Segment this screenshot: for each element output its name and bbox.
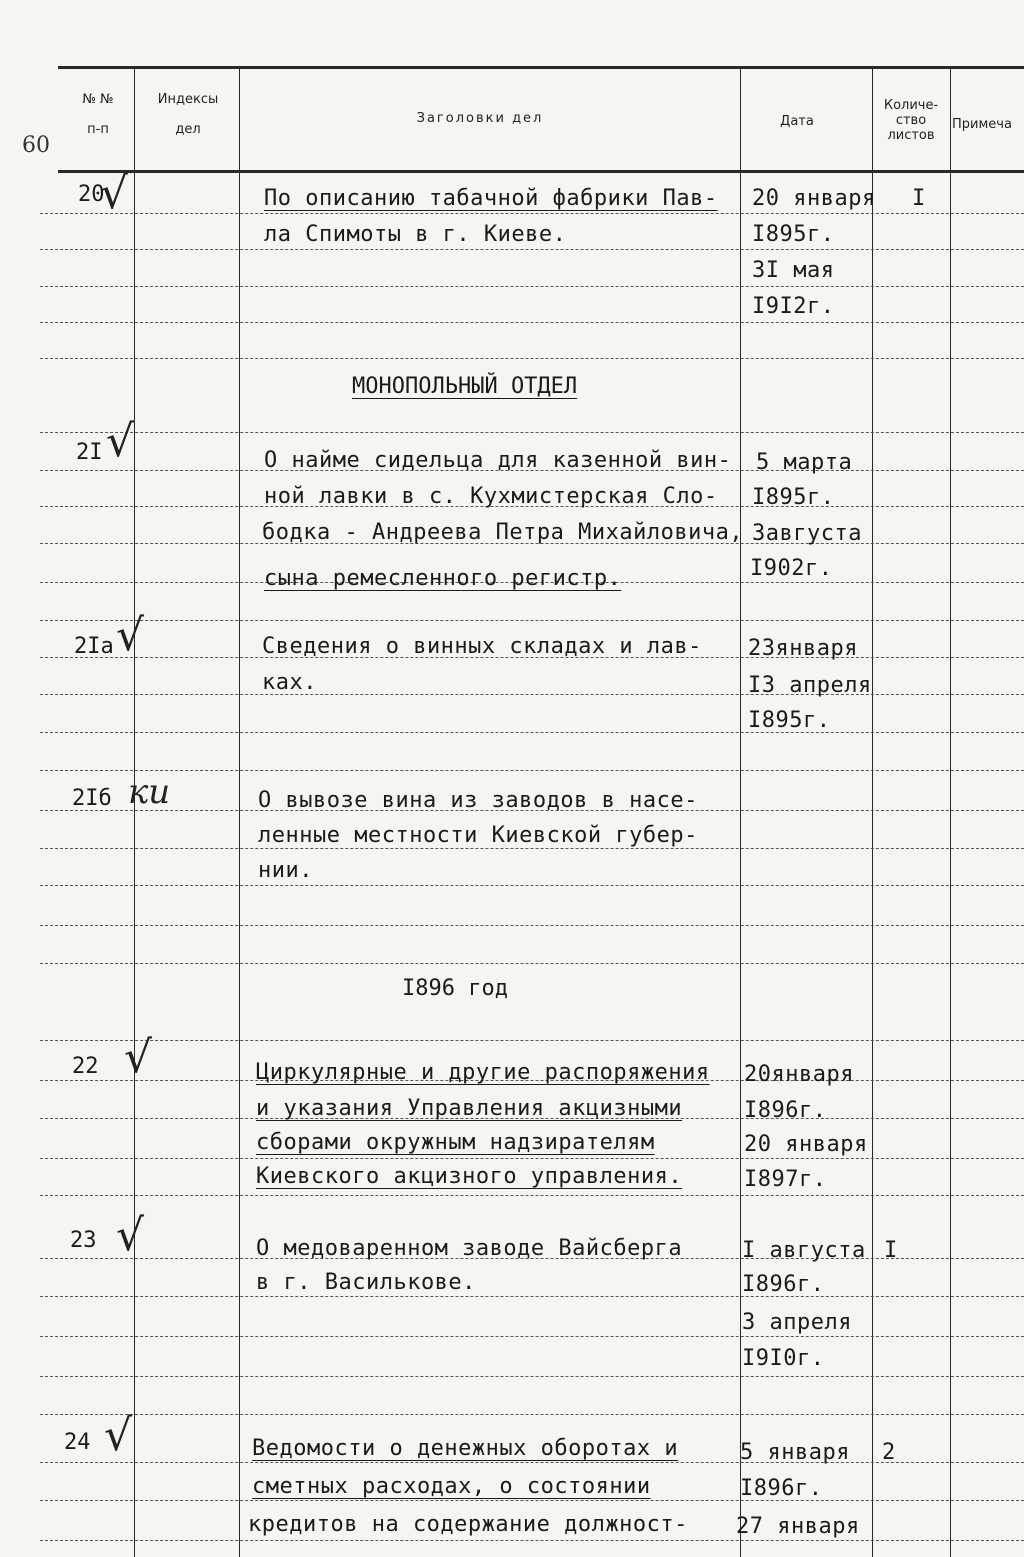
rule-line xyxy=(40,1462,1024,1463)
entry-title-line: сметных расходах, о состоянии xyxy=(252,1474,651,1499)
header-bottom-rule xyxy=(58,170,1024,173)
entry-number: 2Iб xyxy=(72,786,112,811)
entry-date: I895г. xyxy=(752,485,835,510)
entry-title-line: нии. xyxy=(258,858,313,883)
header-number-line1: № № xyxy=(82,92,114,107)
entry-title-line: ной лавки в с. Кухмистерская Сло- xyxy=(264,484,718,509)
col-divider-2 xyxy=(239,68,240,1557)
rule-line xyxy=(40,770,1024,771)
section-heading: I896 год xyxy=(402,976,508,1001)
header-date: Дата xyxy=(780,114,814,129)
rule-line xyxy=(40,249,1024,250)
rule-line xyxy=(40,620,1024,621)
rule-line xyxy=(40,1296,1024,1297)
header-count-line1: Количе- xyxy=(883,98,939,113)
entry-sheet-count: I xyxy=(884,1238,898,1263)
header-number xyxy=(66,92,130,138)
rule-line xyxy=(40,885,1024,886)
entry-date: I897г. xyxy=(744,1167,827,1192)
entry-date: I9I0г. xyxy=(742,1346,825,1371)
entry-date: 20 января xyxy=(744,1132,868,1157)
entry-date: I902г. xyxy=(750,556,833,581)
entry-date: 3августа xyxy=(752,521,862,546)
entry-sheet-count: 2 xyxy=(882,1440,896,1465)
rule-line xyxy=(40,1158,1024,1159)
entry-date: I896г. xyxy=(742,1272,825,1297)
entry-title-line: Сведения о винных складах и лав- xyxy=(262,634,702,659)
header-index-line1: Индексы xyxy=(157,92,219,107)
entry-title-line: О медоваренном заводе Вайсберга xyxy=(256,1236,683,1261)
entry-title-line: О вывозе вина из заводов в насе- xyxy=(258,788,698,813)
rule-line xyxy=(40,1336,1024,1337)
entry-number: 24 xyxy=(64,1430,91,1455)
rule-line xyxy=(40,358,1024,359)
entry-title-line: кредитов на содержание должност- xyxy=(248,1512,688,1537)
entry-title-line: сборами окружным надзирателям xyxy=(256,1130,655,1155)
entry-date: I августа xyxy=(742,1238,866,1263)
entry-title-line: сына ремесленного регистр. xyxy=(264,566,622,591)
entry-date: I896г. xyxy=(744,1098,827,1123)
rule-line xyxy=(40,1376,1024,1377)
entry-date: 3I мая xyxy=(752,258,835,283)
rule-line xyxy=(40,432,1024,433)
page-number: 60 xyxy=(22,133,50,158)
entry-date: 3 апреля xyxy=(742,1310,852,1335)
entry-date: 23января xyxy=(748,636,858,661)
entry-title-line: в г. Василькове. xyxy=(256,1270,476,1295)
checkmark-icon: √ xyxy=(100,168,129,219)
col-divider-5 xyxy=(950,68,951,1557)
entry-date: I3 апреля xyxy=(748,673,872,698)
header-number-line2: п-п xyxy=(87,122,109,137)
checkmark-icon: √ xyxy=(104,1410,133,1461)
header-count-line2: ство xyxy=(895,113,927,128)
rule-line xyxy=(40,1540,1024,1541)
entry-title-line: и указания Управления акцизными xyxy=(256,1096,683,1121)
entry-date: 20 января xyxy=(752,186,876,211)
rule-line xyxy=(40,1195,1024,1196)
rule-line xyxy=(40,925,1024,926)
entry-number: 2Iа xyxy=(74,634,114,659)
checkmark-icon: √ xyxy=(116,1210,145,1261)
entry-title-line: О найме сидельца для казенной вин- xyxy=(264,448,732,473)
rule-line xyxy=(40,213,1024,214)
entry-date: 5 марта xyxy=(756,450,853,475)
rule-line xyxy=(40,1040,1024,1041)
col-divider-3 xyxy=(740,68,741,1557)
entry-title-line: ленные местности Киевской губер- xyxy=(258,823,698,848)
rule-line xyxy=(40,732,1024,733)
header-index-line2: дел xyxy=(175,122,201,137)
header-count xyxy=(873,98,949,143)
rule-line xyxy=(40,322,1024,323)
entry-title-line: бодка - Андреева Петра Михайловича, xyxy=(262,520,744,545)
header-index xyxy=(140,92,236,138)
rule-line xyxy=(40,286,1024,287)
rule-line xyxy=(40,963,1024,964)
entry-date: 5 января xyxy=(740,1440,850,1465)
entry-date: 27 января xyxy=(736,1514,860,1539)
header-top-rule xyxy=(58,66,1024,69)
entry-title-line: ках. xyxy=(262,670,317,695)
rule-line xyxy=(40,1500,1024,1501)
entry-date: I896г. xyxy=(740,1476,823,1501)
entry-title-line: По описанию табачной фабрики Пав- xyxy=(264,186,718,211)
entry-date: I895г. xyxy=(748,708,831,733)
header-count-line3: листов xyxy=(887,128,935,143)
checkmark-icon: √ xyxy=(116,610,145,661)
entry-date: I9I2г. xyxy=(752,294,835,319)
header-notes: Примеча xyxy=(952,117,1012,132)
entry-title-line: Ведомости о денежных оборотах и xyxy=(252,1436,679,1461)
header-title: Заголовки дел xyxy=(416,111,544,126)
entry-date: 20января xyxy=(744,1062,854,1087)
entry-number: 2I xyxy=(76,440,103,465)
entry-title-line: ла Спимоты в г. Киеве. xyxy=(264,222,567,247)
entry-title-line: Циркулярные и другие распоряжения xyxy=(256,1060,710,1085)
entry-title-line: Киевского акцизного управления. xyxy=(256,1164,683,1189)
checkmark-icon: √ xyxy=(124,1032,153,1083)
entry-number: 23 xyxy=(70,1228,97,1253)
section-heading: МОНОПОЛЬНЫЙ ОТДЕЛ xyxy=(352,374,578,399)
rule-line xyxy=(40,1414,1024,1415)
entry-sheet-count: I xyxy=(912,186,926,211)
checkmark-icon: √ xyxy=(106,416,135,467)
entry-number: 22 xyxy=(72,1054,99,1079)
col-divider-4 xyxy=(872,68,873,1557)
handwritten-mark-icon: ки xyxy=(128,772,171,812)
entry-date: I895г. xyxy=(752,222,835,247)
entry-number: 20 xyxy=(78,182,105,207)
rule-line xyxy=(40,848,1024,849)
rule-line xyxy=(40,694,1024,695)
